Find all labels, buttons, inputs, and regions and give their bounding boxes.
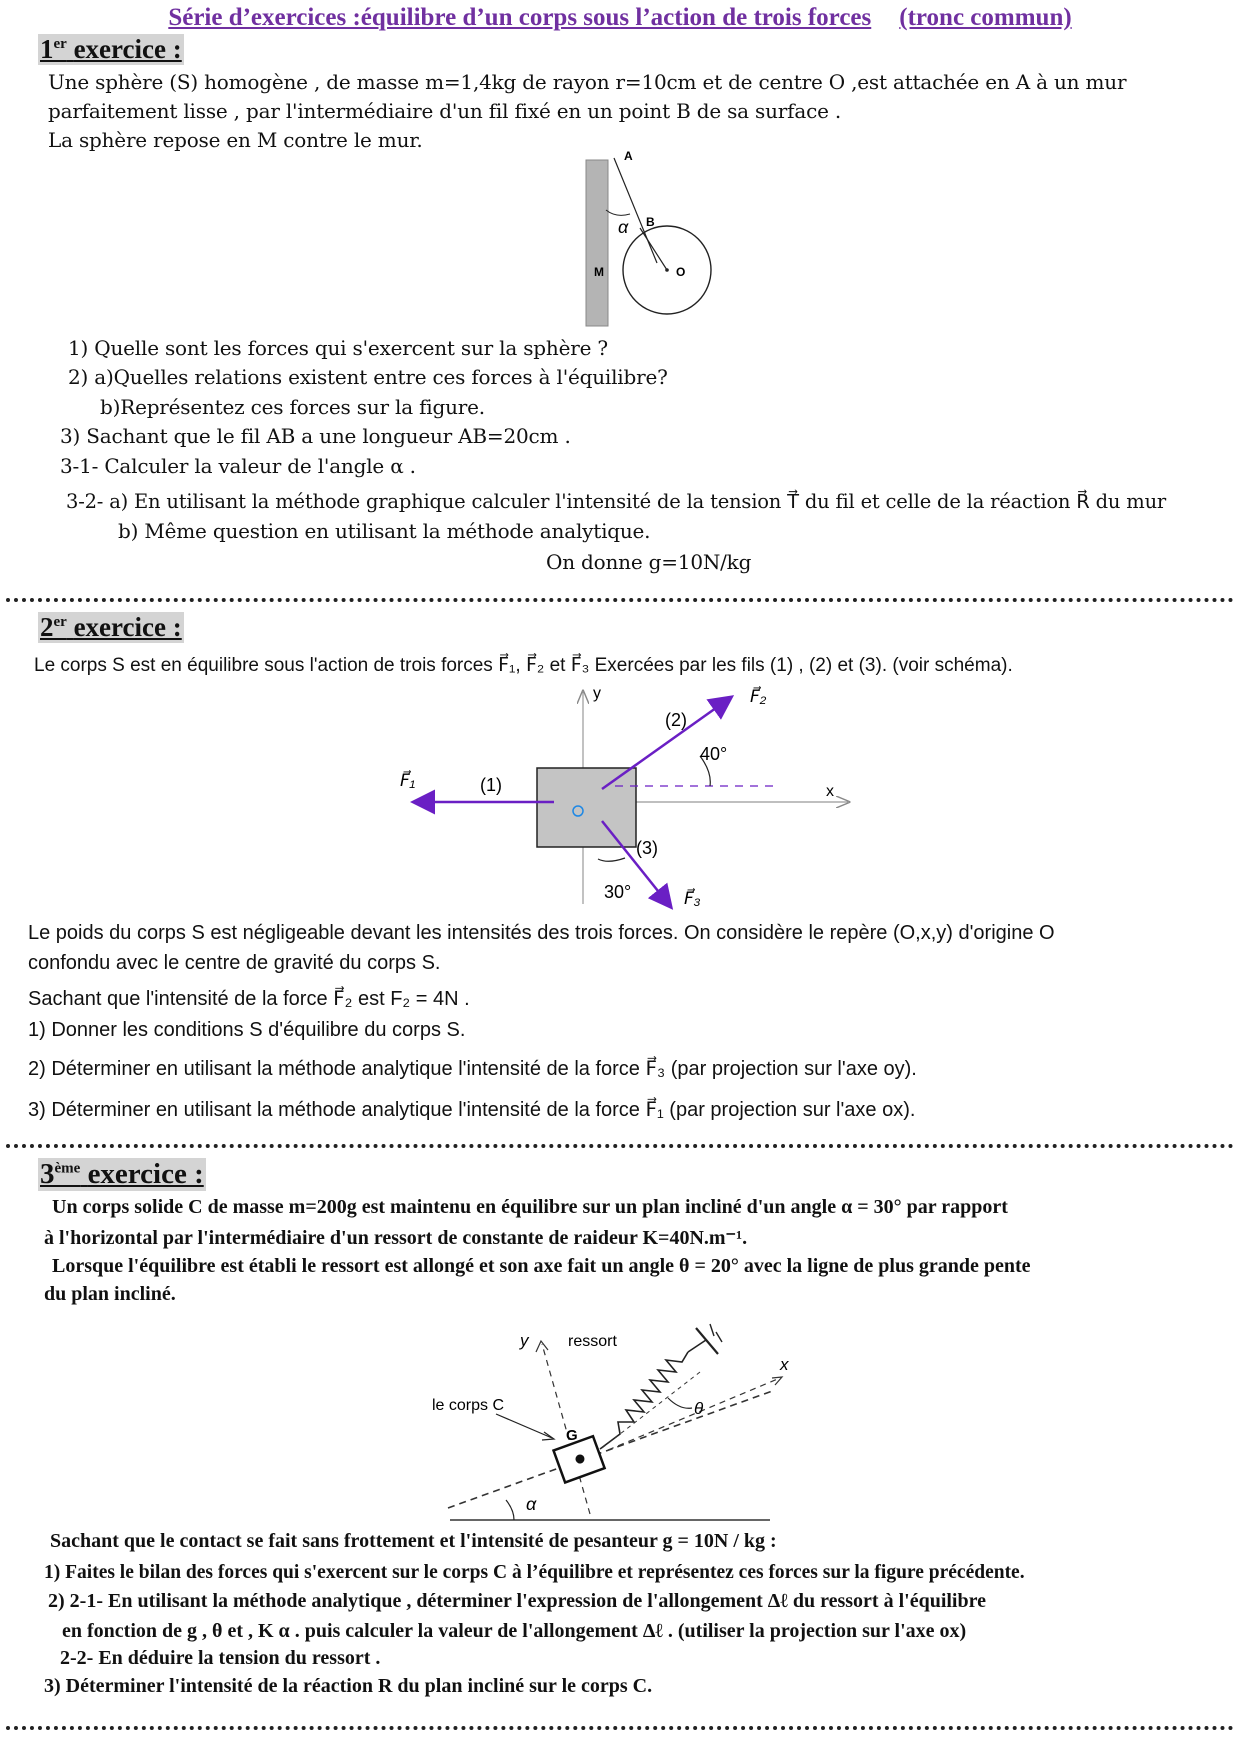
separator-1 bbox=[6, 598, 1234, 602]
ex3-num: 3 bbox=[40, 1158, 55, 1190]
pointer-body bbox=[496, 1414, 552, 1438]
label-f3: F⃗₃ bbox=[684, 889, 701, 908]
label-a: A bbox=[624, 150, 633, 163]
ex3-intro-2: à l'horizontal par l'intermédiaire d'un ressort de constante de raideur K=40N.m⁻¹. bbox=[44, 1227, 748, 1249]
ex1-q2b: b)Représentez ces forces sur la figure. bbox=[100, 395, 485, 419]
title-level: (tronc commun) bbox=[899, 4, 1072, 31]
exercise-3-heading bbox=[38, 1158, 206, 1191]
ex1-sup: er bbox=[53, 36, 67, 52]
label-b: B bbox=[646, 215, 655, 229]
label-f2: F⃗₂ bbox=[750, 687, 767, 706]
label-30: 30° bbox=[604, 882, 632, 902]
spring-end bbox=[688, 1340, 706, 1352]
ex3-intro-3: Lorsque l'équilibre est établi le ressort est allongé et son axe fait un angle θ = 20° avec la ligne de plus grande pente bbox=[52, 1255, 1031, 1277]
label-wire2: (2) bbox=[665, 710, 687, 730]
radius-ob bbox=[640, 228, 667, 270]
ex1-q3: 3) Sachant que le fil AB a une longueur AB=20cm . bbox=[60, 424, 571, 448]
label-40: 40° bbox=[700, 744, 728, 764]
separator-2 bbox=[6, 1144, 1234, 1148]
label-body: le corps C bbox=[432, 1397, 505, 1414]
spring-axis bbox=[602, 1372, 700, 1448]
ex2-line-3: Sachant que l'intensité de la force F⃗₂ est F₂ = 4N . bbox=[28, 988, 470, 1010]
ex1-q32b: b) Même question en utilisant la méthode analytique. bbox=[118, 519, 651, 543]
ex3-intro-4: du plan incliné. bbox=[44, 1283, 176, 1305]
label-wire3: (3) bbox=[636, 838, 658, 858]
label-spring: ressort bbox=[568, 1333, 617, 1350]
ex1-figure bbox=[580, 150, 720, 330]
page-title bbox=[0, 4, 1240, 32]
wire-ab bbox=[614, 158, 657, 263]
ex1-word: exercice : bbox=[73, 34, 182, 64]
angle-alpha-arc bbox=[506, 1500, 514, 1520]
ex2-line-1: Le poids du corps S est négligeable devant les intensités des trois forces. On considère le repère (O,x,y) d'origine O bbox=[28, 922, 1055, 944]
angle-theta-arc bbox=[668, 1398, 692, 1408]
ex2-word: exercice : bbox=[73, 612, 182, 642]
label-o: O bbox=[676, 265, 686, 279]
label-x: x bbox=[826, 783, 834, 800]
ex2-line-5: 2) Déterminer en utilisant la méthode analytique l'intensité de la force F⃗₃ (par projection sur l'axe oy). bbox=[28, 1058, 917, 1080]
ex2-sup: er bbox=[53, 614, 67, 630]
spring-anchor bbox=[696, 1328, 718, 1354]
body-s bbox=[537, 768, 636, 847]
label-g: G bbox=[566, 1427, 578, 1444]
ex3-line-5: 2-2- En déduire la tension du ressort . bbox=[60, 1647, 381, 1669]
ex3-word: exercice : bbox=[87, 1158, 204, 1190]
label-wire1: (1) bbox=[480, 775, 502, 795]
ex3-figure bbox=[430, 1314, 820, 1524]
ex1-q32a: 3-2- a) En utilisant la méthode graphique calculer l'intensité de la tension T⃗ du fil et celle de la réaction R⃗ du mur bbox=[66, 490, 1167, 513]
label-y: y bbox=[520, 1331, 529, 1350]
title-text: Série d’exercices :équilibre d’un corps sous l’action de trois forces bbox=[168, 4, 872, 31]
ex3-line-2: 1) Faites le bilan des forces qui s'exercent sur le corps C à l’équilibre et représentez ces forces sur la figure précédente. bbox=[44, 1562, 1025, 1583]
point-o bbox=[665, 268, 669, 272]
ex1-q1: 1) Quelle sont les forces qui s'exercent sur la sphère ? bbox=[68, 336, 608, 360]
label-y: y bbox=[593, 685, 601, 702]
ex3-line-6: 3) Déterminer l'intensité de la réaction R du plan incliné sur le corps C. bbox=[44, 1675, 653, 1697]
label-m: M bbox=[594, 265, 604, 279]
label-x: x bbox=[780, 1355, 789, 1374]
label-alpha: α bbox=[618, 217, 629, 237]
label-alpha: α bbox=[526, 1494, 537, 1514]
exercise-2-heading bbox=[38, 612, 184, 643]
ex1-intro-3: La sphère repose en M contre le mur. bbox=[48, 128, 423, 152]
angle-30-arc bbox=[598, 858, 625, 861]
ex2-line-6: 3) Déterminer en utilisant la méthode analytique l'intensité de la force F⃗₁ (par projection sur l'axe ox). bbox=[28, 1099, 916, 1121]
ex1-num: 1 bbox=[40, 34, 54, 64]
exercise-1-heading bbox=[38, 34, 184, 65]
ex1-q31: 3-1- Calculer la valeur de l'angle α . bbox=[60, 454, 416, 478]
separator-3 bbox=[6, 1726, 1234, 1730]
ex3-sup: ème bbox=[54, 1160, 81, 1177]
ex3-line-4: en fonction de g , θ et , K α . puis calculer la valeur de l'allongement Δℓ . (utiliser la projection sur l'axe ox) bbox=[62, 1620, 967, 1642]
wall bbox=[586, 160, 608, 326]
axis-y-arrow bbox=[536, 1341, 548, 1352]
ex3-line-3: 2) 2-1- En utilisant la méthode analytique , déterminer l'expression de l'allongement Δℓ du ressort à l'équilibre bbox=[48, 1590, 987, 1612]
ex3-intro-1: Un corps solide C de masse m=200g est maintenu en équilibre sur un plan incliné d'un angle α = 30° par rapport bbox=[52, 1196, 1008, 1218]
ex1-given: On donne g=10N/kg bbox=[546, 550, 752, 574]
spring bbox=[600, 1352, 688, 1449]
ex3-line-1: Sachant que le contact se fait sans frottement et l'intensité de pesanteur g = 10N / kg : bbox=[50, 1530, 777, 1552]
body-c bbox=[554, 1436, 605, 1482]
ex1-intro-2: parfaitement lisse , par l'intermédiaire d'un fil fixé en un point B de sa surface . bbox=[48, 99, 842, 123]
ex2-line-2: confondu avec le centre de gravité du corps S. bbox=[28, 952, 441, 974]
label-f1: F⃗₁ bbox=[400, 771, 416, 790]
ex2-num: 2 bbox=[40, 612, 54, 642]
angle-alpha-arc bbox=[606, 210, 630, 215]
ex1-intro-1: Une sphère (S) homogène , de masse m=1,4kg de rayon r=10cm et de centre O ,est attachée en A à un mur bbox=[48, 70, 1127, 94]
ex2-line-4: 1) Donner les conditions S d'équilibre du corps S. bbox=[28, 1019, 466, 1041]
ex2-intro: Le corps S est en équilibre sous l'action de trois forces F⃗₁, F⃗₂ et F⃗₃ Exercées par les fils (1) , (2) et (3). (voir schéma). bbox=[34, 655, 1013, 676]
ex2-figure bbox=[380, 684, 900, 914]
label-theta: θ bbox=[694, 1399, 704, 1418]
ex1-q2a: 2) a)Quelles relations existent entre ces forces à l'équilibre? bbox=[68, 365, 668, 389]
